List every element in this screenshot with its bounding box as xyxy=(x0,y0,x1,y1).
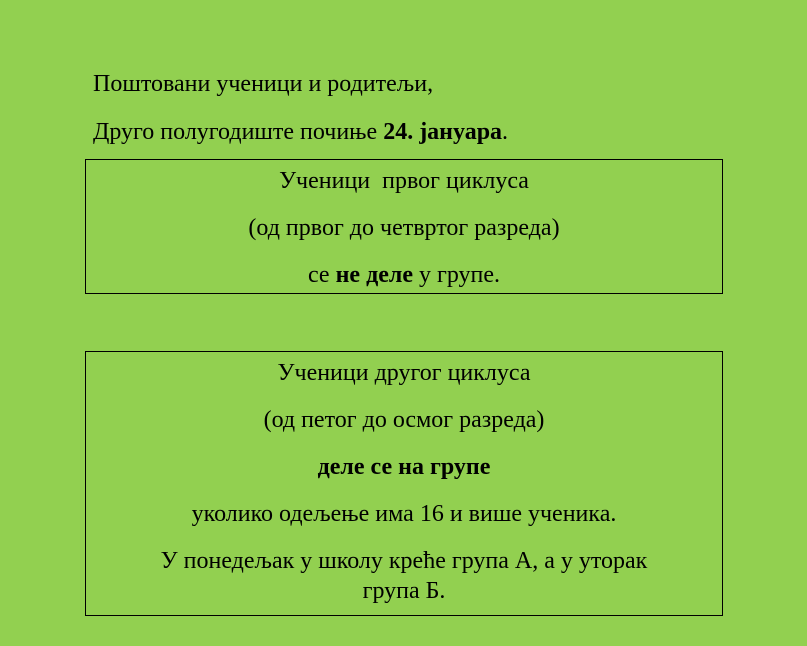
first-cycle-rule-prefix: се xyxy=(307,262,336,288)
second-cycle-grades: (од петог до осмог разреда) xyxy=(263,407,545,433)
semester-start-date: 24. јануара xyxy=(383,119,503,145)
semester-suffix: . xyxy=(502,119,509,145)
first-cycle-rule-suffix: у групе. xyxy=(412,262,501,288)
second-cycle-notice xyxy=(85,351,723,616)
second-cycle-title: Ученици другог циклуса xyxy=(277,360,531,386)
first-cycle-rule-emphasis: не деле xyxy=(335,262,413,288)
second-cycle-schedule-line2: група Б. xyxy=(362,578,446,604)
second-cycle-schedule xyxy=(86,546,722,606)
first-cycle-title: Ученици првог циклуса xyxy=(279,168,529,194)
first-cycle-grades: (од првог до четвртог разреда) xyxy=(248,215,560,241)
second-cycle-condition: уколико одељење има 16 и више ученика. xyxy=(191,501,617,527)
second-cycle-rule: деле се на групе xyxy=(317,454,491,480)
second-cycle-schedule-line1: У понедељак у школу креће група А, а у уторак xyxy=(160,548,648,574)
first-cycle-notice xyxy=(85,159,723,294)
first-cycle-rule xyxy=(86,260,722,290)
semester-start-line xyxy=(93,117,508,147)
greeting-line: Поштовани ученици и родитељи, xyxy=(93,71,434,97)
semester-prefix: Друго полугодиште почиње xyxy=(93,119,384,145)
